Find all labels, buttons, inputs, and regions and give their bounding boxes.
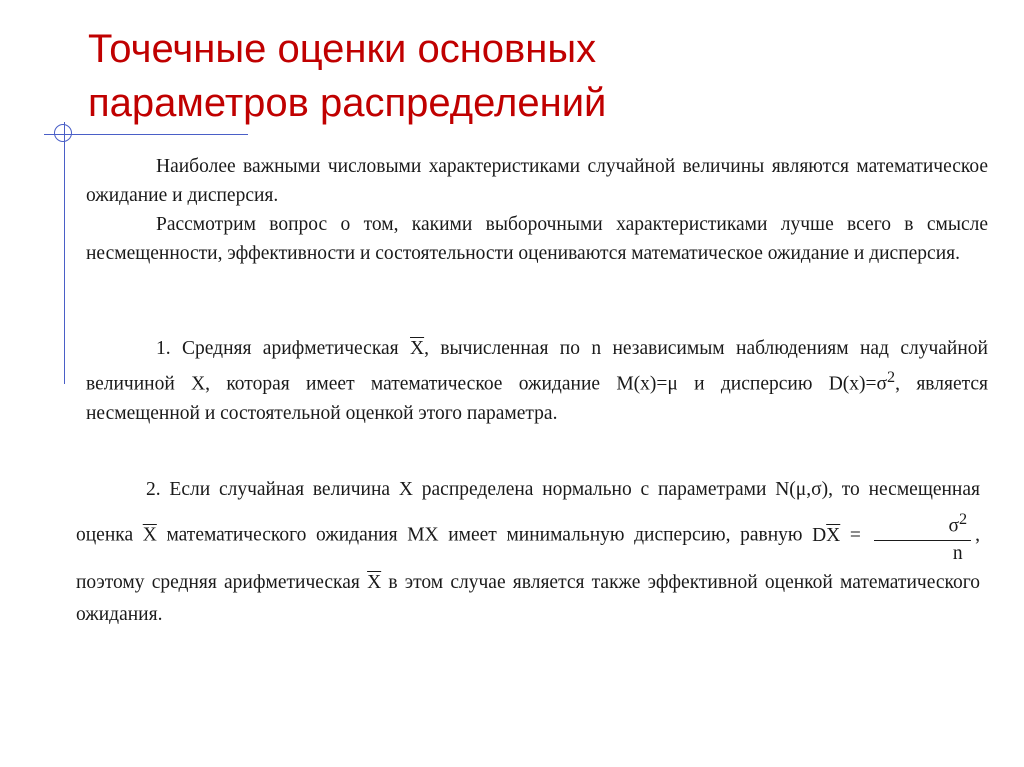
intro-paragraph-2: Рассмотрим вопрос о том, какими выборочными характеристиками лучше всего в смысле несмещенности, эффективности и состоятельности оцениваются математическое ожидание и дисперсия. xyxy=(86,214,988,264)
sigma-exponent: 2 xyxy=(887,368,896,386)
slide-title xyxy=(88,22,606,130)
variance-formula xyxy=(812,510,975,564)
item-2-text-a: 2. Если случайная величина X распределена нормально с параметрами N(μ,σ), то несмещенная оценка xyxy=(76,479,980,546)
x-bar-symbol: $\overline{X}$ xyxy=(410,338,425,359)
item-1-text-a: 1. Средняя арифметическая xyxy=(156,338,410,359)
fraction-sigma-exponent: 2 xyxy=(959,510,968,528)
formula-d: D xyxy=(812,524,827,546)
title-line-1: Точечные оценки основных xyxy=(88,27,597,71)
fraction-denominator: n xyxy=(952,542,963,564)
decorative-circle xyxy=(54,124,72,142)
item-1-text-b: , вычисленная по n независимым наблюдениям над случайной величиной X, которая имеет математическое ожидание M(x)=μ и дисперсию D(x)=σ xyxy=(86,338,988,395)
formula-x-bar: $\overline{X}$ xyxy=(826,524,841,546)
formula-fraction xyxy=(874,506,971,567)
item-2-text-b: математического ожидания MX имеет минимальную дисперсию, равную xyxy=(156,524,813,546)
item-1-text-c: , является несмещенной и состоятельной оценкой этого параметра. xyxy=(86,373,988,424)
intro-paragraph-1: Наиболее важными числовыми характеристиками случайной величины являются математическое ожидание и дисперсия. xyxy=(86,156,988,206)
fraction-sigma: σ xyxy=(948,515,959,537)
x-bar-symbol: $\overline{X}$ xyxy=(142,524,157,546)
decorative-vertical-line xyxy=(64,122,65,384)
item-2-paragraph xyxy=(76,474,980,631)
x-bar-symbol: $\overline{X}$ xyxy=(367,571,382,593)
item-1-paragraph xyxy=(86,334,988,428)
formula-equals: = xyxy=(840,524,871,546)
fraction-numerator xyxy=(874,506,971,541)
decorative-horizontal-line xyxy=(44,134,248,135)
item-2-text-d: в этом случае является также эффективной оценкой математического ожидания. xyxy=(76,571,980,625)
title-line-2: параметров распределений xyxy=(88,81,607,125)
item-2-text-c: , поэтому средняя арифметическая xyxy=(76,524,980,593)
